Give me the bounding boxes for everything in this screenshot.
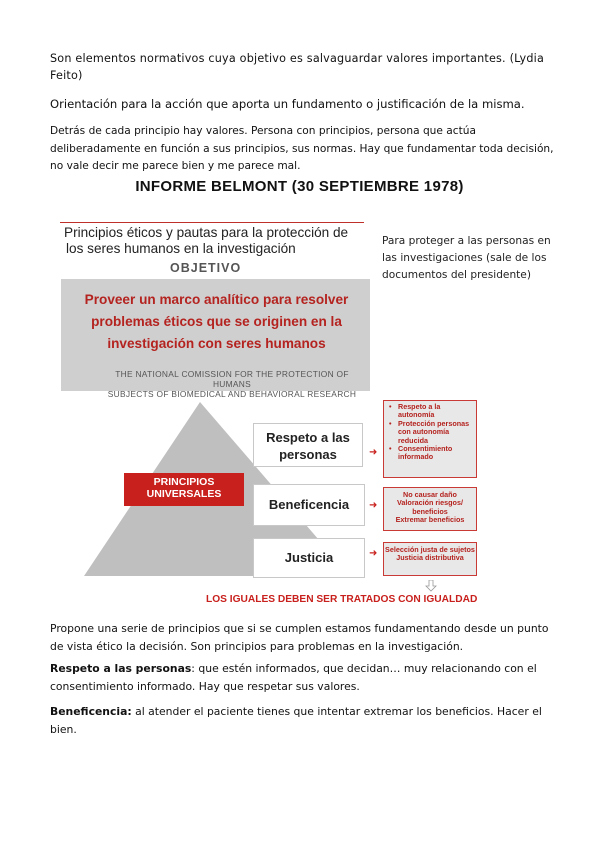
beneficencia-details — [383, 487, 477, 531]
arrow-respeto-icon: ➜ — [369, 447, 378, 458]
objetivo-box — [61, 279, 370, 399]
respeto-term: Respeto a las personas — [50, 662, 192, 675]
paragraph-beneficencia — [50, 703, 560, 738]
paragraph-orientation: Orientación para la acción que aporta un fundamento o justificación de la misma. — [50, 97, 525, 111]
respeto-line2: personas — [279, 447, 337, 462]
down-arrow-icon — [425, 580, 437, 592]
justicia-item: Selección justa de sujetos — [385, 545, 475, 554]
paragraph-definition: Son elementos normativos cuya objetivo es salvaguardar valores importantes. (Lydia Feito) — [50, 52, 545, 82]
paragraph-respeto — [50, 660, 560, 695]
iguales-statement: LOS IGUALES DEBEN SER TRATADOS CON IGUALDAD — [206, 594, 478, 605]
objetivo-label: OBJETIVO — [170, 261, 242, 275]
respeto-line1: Respeto a las — [266, 430, 350, 445]
commission-line2: SUBJECTS OF BIOMEDICAL AND BEHAVIORAL RESEARCH — [107, 389, 357, 399]
objetivo-text: Proveer un marco analítico para resolver problemas éticos que se originen en la investigación con seres humanos — [84, 292, 349, 351]
commission-line1: THE NATIONAL COMISSION FOR THE PROTECTION OF HUMANS — [115, 369, 349, 389]
beneficencia-box: Beneficencia — [253, 484, 365, 526]
respeto-details — [383, 400, 477, 478]
beneficencia-item: No causar daño — [403, 490, 457, 499]
arrow-justicia-icon: ➜ — [369, 548, 378, 559]
respeto-box — [253, 423, 363, 467]
respeto-item: • Consentimiento informado — [398, 445, 476, 462]
beneficencia-description: al atender el paciente tienes que intentar extremar los beneficios. Hacer el bien. — [50, 705, 542, 736]
figure-title — [60, 222, 364, 257]
beneficencia-item: Extremar beneficios — [395, 515, 465, 525]
respeto-item: • Respeto a la autonomía — [398, 403, 476, 420]
paragraph-propone: Propone una serie de principios que si se cumplen estamos fundamentando desde un punto de vista ético la decisión. Son principios para problemas en la investigación. — [50, 622, 549, 653]
figure-title-line1: Principios éticos y pautas para la protección de — [64, 225, 349, 240]
beneficencia-item: Valoración riesgos/ beneficios — [397, 498, 463, 516]
respeto-description: : que estén informados, que decidan… muy relacionando con el consentimiento informado. Hay que respetar sus valores. — [50, 662, 537, 693]
justicia-details — [383, 542, 477, 576]
principios-universales-label — [124, 473, 244, 506]
section-heading: INFORME BELMONT (30 SEPTIEMBRE 1978) — [135, 178, 464, 195]
justicia-box: Justicia — [253, 538, 365, 578]
justicia-item: Justicia distributiva — [396, 553, 464, 563]
figure-title-line2: los seres humanos en la investigación — [66, 241, 296, 256]
principios-line1: PRINCIPIOS — [153, 476, 215, 488]
side-note: Para proteger a las personas en las investigaciones (sale de los documentos del presidente) — [382, 235, 551, 281]
arrow-beneficencia-icon: ➜ — [369, 500, 378, 511]
respeto-item: • Protección personas con autonomía reducida — [398, 420, 476, 445]
principios-line2: UNIVERSALES — [146, 488, 222, 500]
beneficencia-term: Beneficencia: — [50, 705, 132, 718]
paragraph-values: Detrás de cada principio hay valores. Persona con principios, persona que actúa deliberadamente en función a sus principios, sus normas. Hay que fundamentar toda decisión, no vale decir me parece bien y me parece mal. — [50, 125, 554, 172]
